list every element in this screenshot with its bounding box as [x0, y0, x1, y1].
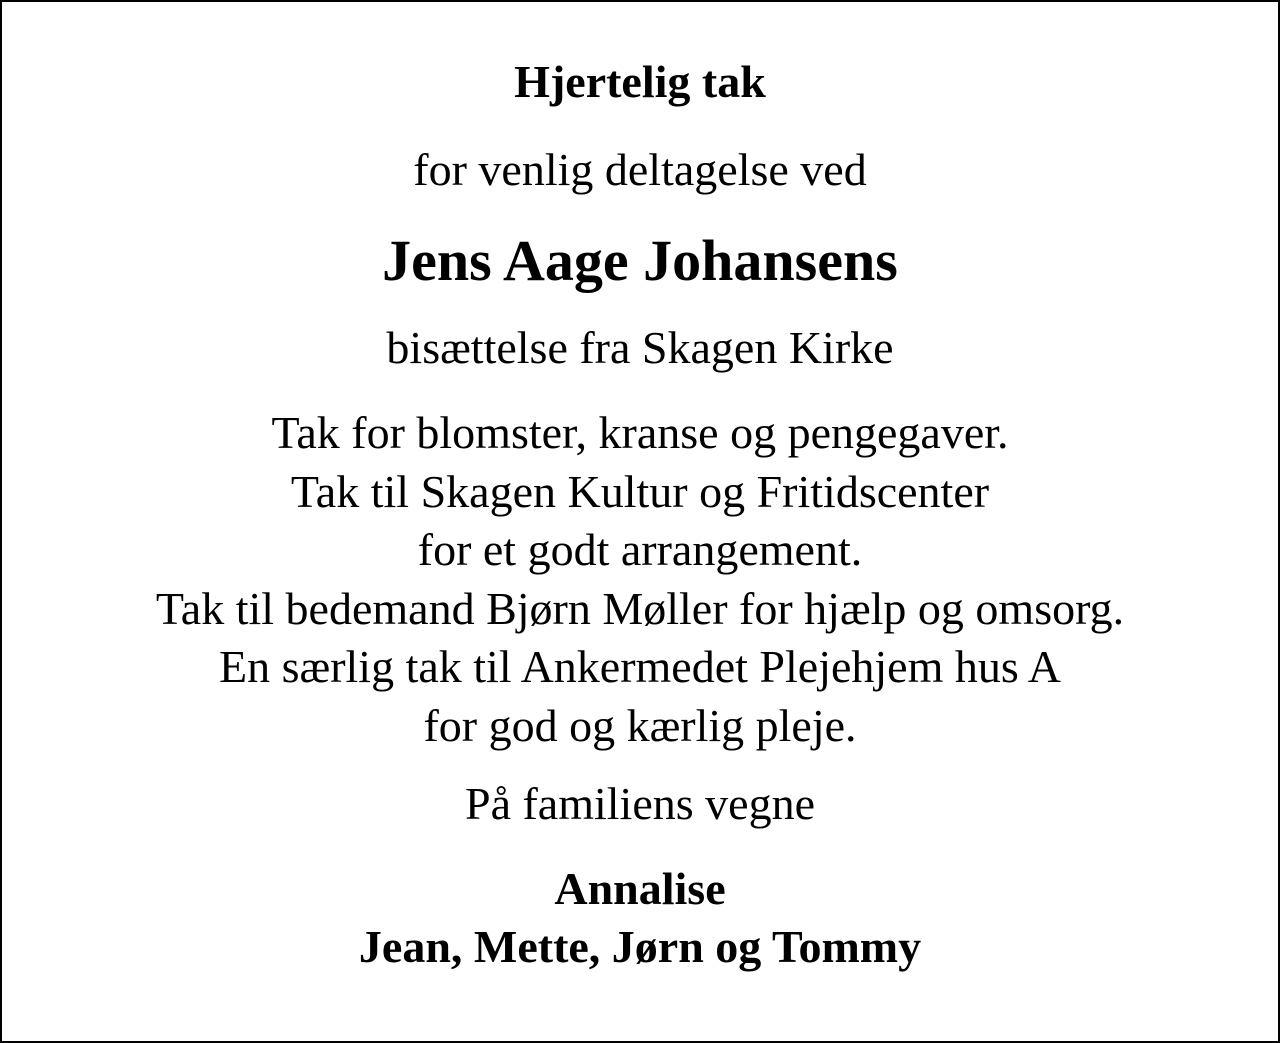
thanks-line: Tak til bedemand Bjørn Møller for hjælp og omsorg.	[155, 582, 1125, 634]
thanks-line: for god og kærlig pleje.	[423, 699, 857, 751]
signature-line: Jean, Mette, Jørn og Tommy	[358, 921, 922, 972]
thanks-paragraph	[2, 404, 1278, 755]
thanks-line: for et godt arrangement.	[417, 524, 863, 575]
signature-block	[2, 860, 1278, 976]
notice-intro: for venlig deltagelse ved	[413, 144, 867, 195]
thanks-line: Tak til Skagen Kultur og Fritidscenter	[290, 465, 990, 517]
notice-heading: Hjertelig tak	[514, 56, 766, 107]
ceremony-location: bisættelse fra Skagen Kirke	[386, 322, 894, 373]
closing-phrase: På familiens vegne	[464, 778, 815, 829]
thanks-line: En særlig tak til Ankermedet Plejehjem hus A	[219, 641, 1061, 692]
thanks-line: Tak for blomster, kranse og pengegaver.	[271, 407, 1009, 458]
signature-line: Annalise	[554, 863, 726, 914]
deceased-name: Jens Aage Johansens	[382, 228, 898, 293]
